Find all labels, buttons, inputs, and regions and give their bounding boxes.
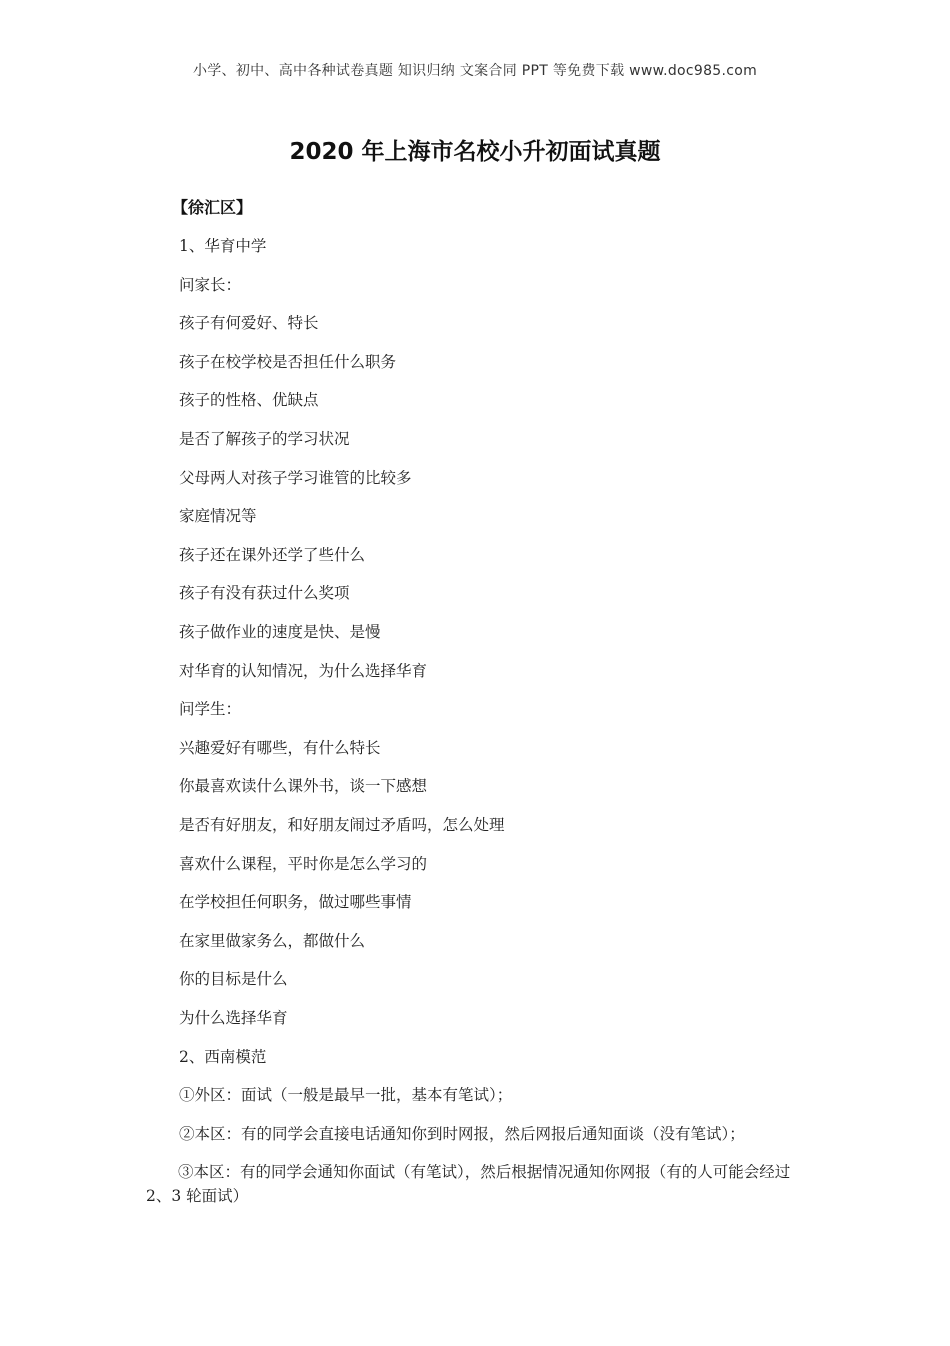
text-line: 孩子在校学校是否担任什么职务 xyxy=(179,352,397,371)
text-line: 你的目标是什么 xyxy=(179,970,288,989)
text-line: 为什么选择华育 xyxy=(179,1009,288,1027)
last-paragraph: ③本区：有的同学会通知你面试（有笔试），然后根据情况通知你网报（有的人可能会经过 2、3 轮面试） xyxy=(146,1163,791,1205)
text-line: 在家里做家务么，都做什么 xyxy=(179,931,366,950)
text-line: 在学校担任何职务，做过哪些事情 xyxy=(179,893,412,912)
text-line: 是否有好朋友，和好朋友闹过矛盾吗，怎么处理 xyxy=(179,816,505,834)
page-header: 小学、初中、高中各种试卷真题 知识归纳 文案合同 PPT 等免费下载 www.doc985.com xyxy=(192,63,758,79)
document-title: 2020 年上海市名校小升初面试真题 xyxy=(289,139,661,165)
text-line: 家庭情况等 xyxy=(179,507,257,526)
text-line: 孩子的性格、优缺点 xyxy=(179,391,319,410)
text-line: ①外区：面试（一般是最早一批，基本有笔试）； xyxy=(179,1086,513,1105)
district-heading: 【徐汇区】 xyxy=(172,198,253,217)
text-line: 问学生： xyxy=(179,700,242,719)
text-line: 孩子有何爱好、特长 xyxy=(179,314,319,333)
text-line: ②本区：有的同学会直接电话通知你到时网报，然后网报后通知面谈（没有笔试）； xyxy=(179,1124,745,1143)
text-line: 对华育的认知情况，为什么选择华育 xyxy=(179,661,428,680)
text-line: 孩子做作业的速度是快、是慢 xyxy=(179,623,381,641)
text-line: 孩子有没有获过什么奖项 xyxy=(179,584,350,603)
text-line: 孩子还在课外还学了些什么 xyxy=(179,545,366,564)
text-line: 兴趣爱好有哪些，有什么特长 xyxy=(179,738,381,757)
text-line: 父母两人对孩子学习谁管的比较多 xyxy=(179,468,412,487)
text-line: 问家长： xyxy=(179,275,242,294)
text-line: 是否了解孩子的学习状况 xyxy=(179,430,350,448)
text-line: 1、华育中学 xyxy=(179,237,267,255)
text-line: 喜欢什么课程，平时你是怎么学习的 xyxy=(179,854,428,873)
text-line: 2、西南模范 xyxy=(179,1047,267,1066)
text-line: 你最喜欢读什么课外书，谈一下感想 xyxy=(179,777,428,796)
